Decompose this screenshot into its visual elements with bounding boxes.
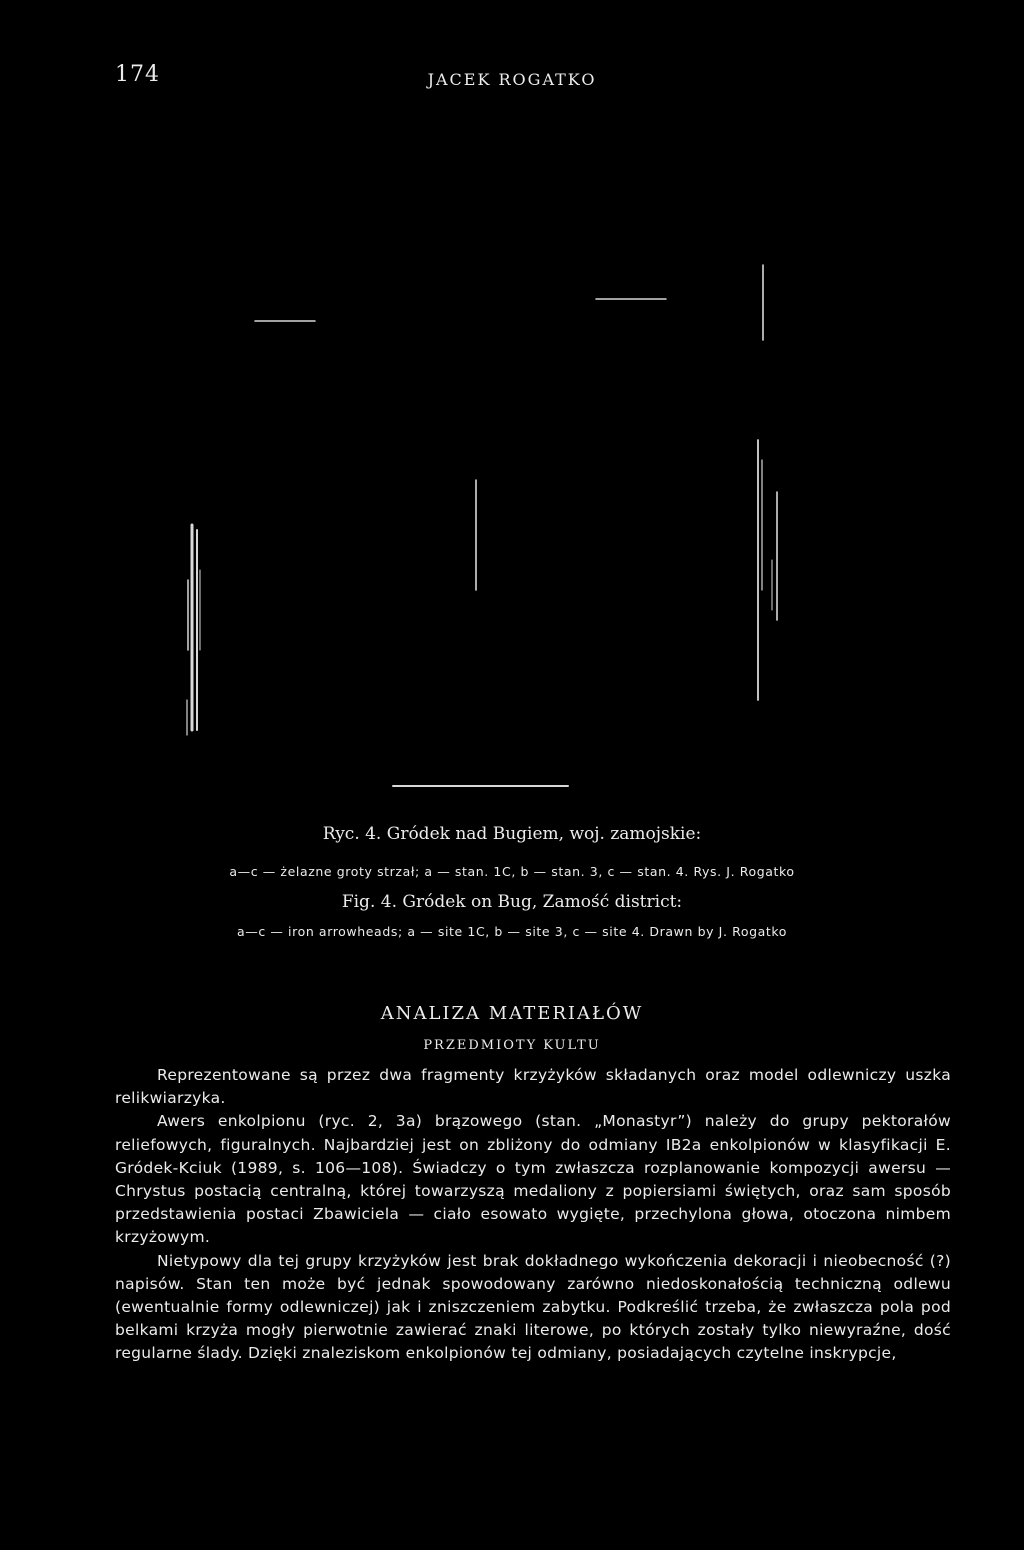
caption-pl-title: Ryc. 4. Gródek nad Bugiem, woj. zamojskie:: [322, 824, 702, 844]
body-paragraph: Awers enkolpionu (ryc. 2, 3a) brązowego (stan. „Monastyr”) należy do grupy pektorałów reliefowych, figuralnych. Najbardziej jest on zbliżony do odmiany IB2a enkolpionów w klasyfikacji E. Gródek-Kciuk (1989, s. 106—108). Świadczy o tym zwłaszcza rozplanowanie kompozycji awersu — Chrystus postacią centralną, której towarzyszą medaliony z popiersiami świętych, oraz sam sposób przedstawienia postaci Zbawiciela — ciało esowato wygięte, przechylona głowa, otoczona nimbem krzyżowym.: [115, 1112, 951, 1247]
running-head: JACEK ROGATKO: [427, 70, 597, 89]
body-paragraph: Reprezentowane są przez dwa fragmenty krzyżyków składanych oraz model odlewniczy uszka relikwiarzyka.: [115, 1066, 951, 1108]
caption-en-title: Fig. 4. Gródek on Bug, Zamość district:: [341, 892, 683, 912]
figure-arrowheads: [0, 230, 1024, 790]
arrowhead-c-drawing: [596, 265, 777, 700]
caption-pl-detail: a—c — żelazne groty strzał; a — stan. 1C, b — stan. 3, c — stan. 4. Rys. J. Rogatko: [229, 864, 795, 879]
page-number: 174: [115, 62, 160, 87]
arrowhead-drawings: [0, 230, 1024, 790]
arrowhead-a-drawing: [187, 321, 315, 735]
body-text: [115, 1064, 951, 1366]
body-paragraph: Nietypowy dla tej grupy krzyżyków jest brak dokładnego wykończenia dekoracji i nieobecność (?) napisów. Stan ten może być jednak spowodowany zarówno niedoskonałością techniczną odlewu (ewentualnie formy odlewniczej) jak i zniszczeniem zabytku. Podkreślić trzeba, że zwłaszcza pola pod belkami krzyża mogły pierwotnie zawierać znaki literowe, po których zostały tylko niewyraźne, dość regularne ślady. Dzięki znaleziskom enkolpionów tej odmiany, posiadających czytelne inskrypcje,: [115, 1251, 951, 1363]
section-title: ANALIZA MATERIAŁÓW: [380, 1003, 644, 1024]
subsection-title: PRZEDMIOTY KULTU: [423, 1038, 601, 1053]
caption-en-detail: a—c — iron arrowheads; a — site 1C, b — site 3, c — site 4. Drawn by J. Rogatko: [236, 924, 788, 939]
